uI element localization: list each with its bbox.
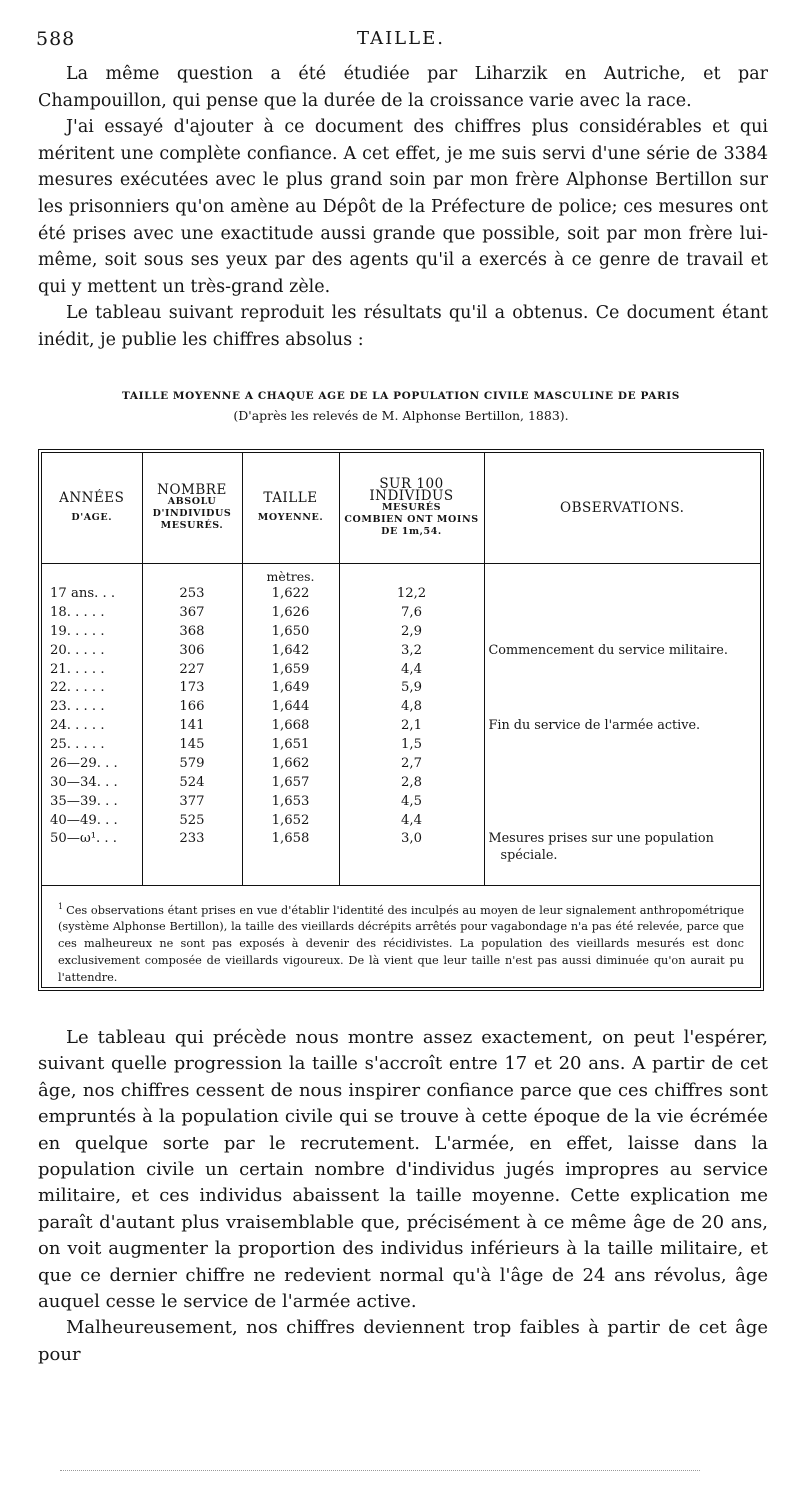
count-cell: 306 bbox=[142, 641, 242, 660]
unit-label: mètres. bbox=[242, 564, 339, 585]
header-observations: OBSERVATIONS. bbox=[484, 453, 760, 564]
height-cell: 1,642 bbox=[242, 641, 339, 660]
count-cell: 524 bbox=[142, 773, 242, 792]
age-cell: 24. . . . . bbox=[42, 716, 142, 735]
percent-cell: 4,4 bbox=[339, 660, 484, 679]
table-row bbox=[42, 678, 760, 697]
age-cell: 30—34. . . bbox=[42, 773, 142, 792]
table-footnote bbox=[42, 885, 760, 994]
percent-cell: 2,7 bbox=[339, 754, 484, 773]
table-row bbox=[42, 830, 760, 870]
paragraph: J'ai essayé d'ajouter à ce document des chiffres plus considérables et qui méritent une complète confiance. A cet effet, je me suis servi d'une série de 3384 mesures exécutées avec le plus grand soin par mon frère Alphonse Bertillon sur les prisonniers qu'on amène au Dépôt de la Préfecture de police; ces mesures ont été prises avec une exactitude aussi grande que possible, soit par mon frère lui-même, soit sous ses yeux par des agents qu'il a exercés à ce genre de travail et qui y mettent un très-grand zèle. bbox=[38, 117, 768, 297]
page-number: 588 bbox=[36, 28, 76, 50]
count-cell: 227 bbox=[142, 660, 242, 679]
table-caption bbox=[36, 390, 766, 423]
percent-cell: 4,5 bbox=[339, 792, 484, 811]
table-row bbox=[42, 697, 760, 716]
table-row bbox=[42, 641, 760, 660]
observation-cell bbox=[484, 754, 760, 773]
count-cell: 253 bbox=[142, 584, 242, 603]
closing-text bbox=[38, 1025, 768, 1368]
table-row bbox=[42, 792, 760, 811]
height-cell: 1,652 bbox=[242, 811, 339, 830]
table-header-row bbox=[42, 453, 760, 564]
count-cell: 368 bbox=[142, 622, 242, 641]
observation-cell bbox=[484, 811, 760, 830]
height-cell: 1,650 bbox=[242, 622, 339, 641]
height-cell: 1,662 bbox=[242, 754, 339, 773]
percent-cell: 12,2 bbox=[339, 584, 484, 603]
height-table bbox=[42, 453, 760, 994]
percent-cell: 2,8 bbox=[339, 773, 484, 792]
table-row bbox=[42, 811, 760, 830]
percent-cell: 3,0 bbox=[339, 830, 484, 870]
height-cell: 1,657 bbox=[242, 773, 339, 792]
observation-cell bbox=[484, 773, 760, 792]
table-row bbox=[42, 716, 760, 735]
count-cell: 166 bbox=[142, 697, 242, 716]
count-cell: 173 bbox=[142, 678, 242, 697]
height-cell: 1,653 bbox=[242, 792, 339, 811]
table-frame bbox=[38, 449, 764, 991]
age-cell: 40—49. . . bbox=[42, 811, 142, 830]
count-cell: 579 bbox=[142, 754, 242, 773]
age-cell: 22. . . . . bbox=[42, 678, 142, 697]
paragraph: Malheureusement, nos chiffres deviennent trop faibles à partir de cet âge pour bbox=[38, 1317, 768, 1365]
table-row bbox=[42, 660, 760, 679]
running-title: TAILLE. bbox=[357, 28, 445, 49]
percent-cell: 7,6 bbox=[339, 603, 484, 622]
count-cell: 233 bbox=[142, 830, 242, 870]
count-cell: 367 bbox=[142, 603, 242, 622]
height-cell: 1,668 bbox=[242, 716, 339, 735]
age-cell: 50—ω¹. . . bbox=[42, 830, 142, 870]
table-row bbox=[42, 754, 760, 773]
header-age: ANNÉES D'AGE. bbox=[42, 453, 142, 564]
age-cell: 18. . . . . bbox=[42, 603, 142, 622]
footnote-row bbox=[42, 885, 760, 994]
table-row bbox=[42, 603, 760, 622]
observation-cell bbox=[484, 584, 760, 603]
age-cell: 25. . . . . bbox=[42, 735, 142, 754]
table-row bbox=[42, 622, 760, 641]
height-cell: 1,626 bbox=[242, 603, 339, 622]
percent-cell: 3,2 bbox=[339, 641, 484, 660]
page-header bbox=[36, 28, 766, 56]
count-cell: 377 bbox=[142, 792, 242, 811]
paragraph: La même question a été étudiée par Liharzik en Autriche, et par Champouillon, qui pense que la durée de la croissance varie avec la race. bbox=[38, 64, 768, 111]
footnote-mark: 1 bbox=[58, 901, 64, 911]
observation-cell bbox=[484, 697, 760, 716]
header-size: TAILLE MOYENNE. bbox=[242, 453, 339, 564]
height-cell: 1,659 bbox=[242, 660, 339, 679]
observation-cell bbox=[484, 792, 760, 811]
paragraph: Le tableau qui précède nous montre assez exactement, on peut l'espérer, suivant quelle progression la taille s'accroît entre 17 et 20 ans. A partir de cet âge, nos chiffres cessent de nous inspirer confiance parce que ces chiffres sont empruntés à la population civile qui se trouve à cette époque de la vie écrémée en quelque sorte par le recrutement. L'armée, en effet, laisse dans la population civile un certain nombre d'individus jugés impropres au service militaire, et ces individus abaissent la taille moyenne. Cette explication me paraît d'autant plus vraisemblable que, précisément à ce même âge de 20 ans, on voit augmenter la proportion des individus inférieurs à la taille militaire, et que ce dernier chiffre ne redevient normal qu'à l'âge de 24 ans révolus, âge auquel cesse le service de l'armée active. bbox=[38, 1027, 768, 1313]
age-cell: 23. . . . . bbox=[42, 697, 142, 716]
age-cell: 21. . . . . bbox=[42, 660, 142, 679]
header-count: NOMBRE ABSOLU D'INDIVIDUS MESURÉS. bbox=[142, 453, 242, 564]
age-cell: 19. . . . . bbox=[42, 622, 142, 641]
unit-row bbox=[42, 564, 760, 585]
observation-cell: Commencement du service militaire. bbox=[488, 642, 728, 658]
age-cell: 20. . . . . bbox=[42, 641, 142, 660]
observation-cell bbox=[484, 622, 760, 641]
header-percent: SUR 100 INDIVIDUS MESURÉS COMBIEN ONT MOINS DE 1m,54. bbox=[339, 453, 484, 564]
table-source: (D'après les relevés de M. Alphonse Bertillon, 1883). bbox=[233, 408, 569, 423]
table-title: TAILLE MOYENNE A CHAQUE AGE DE LA POPULATION CIVILE MASCULINE DE PARIS bbox=[122, 390, 680, 402]
footnote-text: Ces observations étant prises en vue d'établir l'identité des inculpés au moyen de leur signalement anthropométrique (système Alphonse Bertillon), la taille des vieillards décrépits arrêtés pour vagabondage n'a pas été relevée, parce que ces malheureux ne sont pas exposés à devenir des récidivistes. La population des vieillards mesurés est donc exclusivement composée de vieillards vigoureux. De là vient que leur taille n'est pas aussi diminuée qu'on aurait pu l'attendre. bbox=[58, 903, 744, 985]
count-cell: 145 bbox=[142, 735, 242, 754]
percent-cell: 2,1 bbox=[339, 716, 484, 735]
percent-cell: 2,9 bbox=[339, 622, 484, 641]
table-row bbox=[42, 735, 760, 754]
intro-text bbox=[38, 61, 768, 354]
height-cell: 1,644 bbox=[242, 697, 339, 716]
percent-cell: 4,8 bbox=[339, 697, 484, 716]
observation-cell bbox=[484, 678, 760, 697]
percent-cell: 4,4 bbox=[339, 811, 484, 830]
observation-cell bbox=[484, 660, 760, 679]
age-cell: 17 ans. . . bbox=[42, 584, 142, 603]
observation-cell: Fin du service de l'armée active. bbox=[488, 718, 701, 734]
height-cell: 1,651 bbox=[242, 735, 339, 754]
table-row bbox=[42, 773, 760, 792]
observation-cell bbox=[484, 603, 760, 622]
table-row bbox=[42, 584, 760, 603]
count-cell: 141 bbox=[142, 716, 242, 735]
height-cell: 1,658 bbox=[242, 830, 339, 870]
age-cell: 26—29. . . bbox=[42, 754, 142, 773]
percent-cell: 5,9 bbox=[339, 678, 484, 697]
paragraph: Le tableau suivant reproduit les résultats qu'il a obtenus. Ce document étant inédit, je publie les chiffres absolus : bbox=[38, 303, 768, 350]
age-cell: 35—39. . . bbox=[42, 792, 142, 811]
height-cell: 1,622 bbox=[242, 584, 339, 603]
page-bottom-rule bbox=[60, 1470, 700, 1471]
observation-cell bbox=[484, 735, 760, 754]
percent-cell: 1,5 bbox=[339, 735, 484, 754]
spacer-row bbox=[42, 870, 760, 886]
count-cell: 525 bbox=[142, 811, 242, 830]
height-cell: 1,649 bbox=[242, 678, 339, 697]
observation-cell: Mesures prises sur une population spéciale. bbox=[488, 830, 714, 863]
